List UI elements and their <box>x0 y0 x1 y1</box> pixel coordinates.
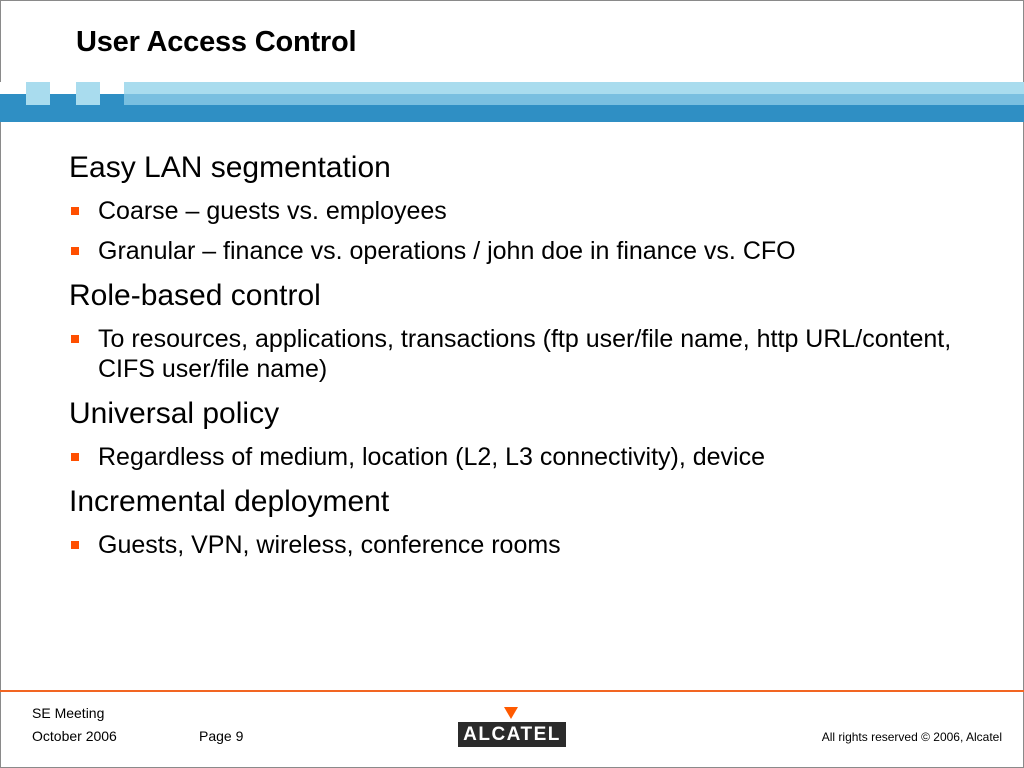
footer-copyright: All rights reserved © 2006, Alcatel <box>821 730 1002 744</box>
section-heading: Universal policy <box>69 397 280 430</box>
footer-page-number: Page 9 <box>199 728 244 744</box>
footer-meeting: SE Meeting <box>32 705 105 721</box>
band-square <box>76 82 100 105</box>
slide-title: User Access Control <box>76 26 357 58</box>
bullet-square-icon <box>71 335 79 343</box>
section-heading: Role-based control <box>69 279 321 312</box>
bullet-item: Granular – finance vs. operations / john doe in finance vs. CFO <box>69 236 969 266</box>
footer-divider <box>0 690 1024 692</box>
bullet-item: Coarse – guests vs. employees <box>69 196 969 226</box>
bullet-item: Guests, VPN, wireless, conference rooms <box>69 530 969 560</box>
bullet-item: To resources, applications, transactions (ftp user/file name, http URL/content, CIFS user/file name) <box>69 324 969 384</box>
header-band <box>0 82 1024 122</box>
bullet-square-icon <box>71 207 79 215</box>
slide-body <box>69 150 969 570</box>
section-heading: Incremental deployment <box>69 485 390 518</box>
bullet-square-icon <box>71 247 79 255</box>
bullet-square-icon <box>71 453 79 461</box>
bullet-square-icon <box>71 541 79 549</box>
footer-date: October 2006 <box>32 728 117 744</box>
logo-triangle-icon <box>504 707 518 719</box>
bullet-item: Regardless of medium, location (L2, L3 connectivity), device <box>69 442 969 472</box>
section-heading: Easy LAN segmentation <box>69 151 391 184</box>
alcatel-logo: ALCATEL <box>458 722 566 747</box>
band-square <box>26 82 50 105</box>
